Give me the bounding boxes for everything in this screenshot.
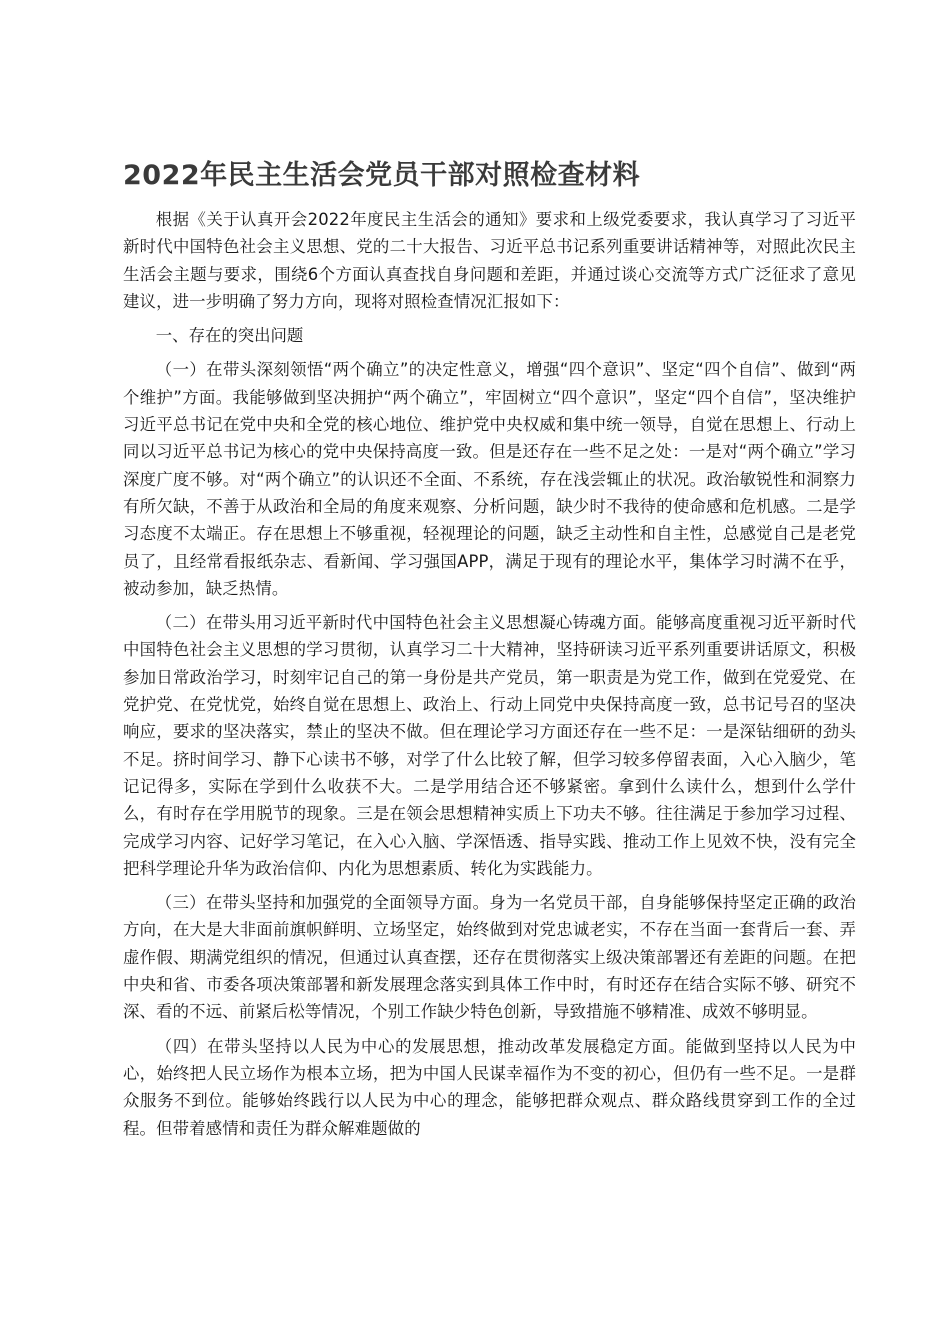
body-paragraph: （二）在带头用习近平新时代中国特色社会主义思想凝心铸魂方面。能够高度重视习近平新时代中国特色社会主义思想的学习贯彻，认真学习二十大精神，坚持研读习近平系列重要讲话原文，积极参加日常政治学习，时刻牢记自己的第一身份是共产党员，第一职责是为党工作，做到在党爱党、在党护党、在党忧党，始终自觉在思想上、政治上、行动上同党中央保持高度一致，总书记号召的坚决响应，要求的坚决落实，禁止的坚决不做。但在理论学习方面还存在一些不足：一是深钻细研的劲头不足。挤时间学习、静下心读书不够，对学了什么比较了解，但学习较多停留表面，入心入脑少，笔记记得多，实际在学到什么收获不大。二是学用结合还不够紧密。拿到什么读什么，想到什么学什么，有时存在学用脱节的现象。三是在领会思想精神实质上下功夫不够。往往满足于参加学习过程、完成学习内容、记好学习笔记，在入心入脑、学深悟透、指导实践、推动工作上见效不快，没有完全把科学理论升华为政治信仰、内化为思想素质、转化为实践能力。 (123, 613, 856, 878)
section-heading: 一、存在的突出问题 (155, 326, 304, 346)
intro-paragraph: 根据《关于认真开会2022年度民主生活会的通知》要求和上级党委要求，我认真学习了习近平新时代中国特色社会主义思想、党的二十大报告、习近平总书记系列重要讲话精神等，对照此次民主生活会主题与要求，围绕6个方面认真查找自身问题和差距，并通过谈心交流等方式广泛征求了意见建议，进一步明确了努力方向，现将对照检查情况汇报如下： (123, 210, 856, 311)
body-paragraph: （一）在带头深刻领悟“两个确立”的决定性意义，增强“四个意识”、坚定“四个自信”、做到“两个维护”方面。我能够做到坚决拥护“两个确立”，牢固树立“四个意识”，坚定“四个自信”，坚决维护习近平总书记在党中央和全党的核心地位、维护党中央权威和集中统一领导，自觉在思想上、行动上同以习近平总书记为核心的党中央保持高度一致。但是还存在一些不足之处：一是对“两个确立”学习深度广度不够。对“两个确立”的认识还不全面、不系统，存在浅尝辄止的状况。政治敏锐性和洞察力有所欠缺，不善于从政治和全局的角度来观察、分析问题，缺少时不我待的使命感和危机感。二是学习态度不太端正。存在思想上不够重视，轻视理论的问题，缺乏主动性和自主性，总感觉自己是老党员了，且经常看报纸杂志、看新闻、学习强国APP，满足于现有的理论水平，集体学习时满不在乎，被动参加，缺乏热情。 (123, 360, 856, 598)
body-paragraph: （四）在带头坚持以人民为中心的发展思想，推动改革发展稳定方面。能做到坚持以人民为中心，始终把人民立场作为根本立场，把为中国人民谋幸福作为不变的初心，但仍有一些不足。一是群众服务不到位。能够始终践行以人民为中心的理念，能够把群众观点、群众路线贯穿到工作的全过程。但带着感情和责任为群众解难题做的 (123, 1036, 856, 1138)
document-title: 2022年民主生活会党员干部对照检查材料 (123, 160, 641, 191)
document-body (123, 206, 856, 1149)
body-paragraph: （三）在带头坚持和加强党的全面领导方面。身为一名党员干部，自身能够保持坚定正确的政治方向，在大是大非面前旗帜鲜明、立场坚定，始终做到对党忠诚老实，不存在当面一套背后一套、弄虚作假、期满党组织的情况，但通过认真查摆，还存在贯彻落实上级决策部署还有差距的问题。在把中央和省、市委各项决策部署和新发展理念落实到具体工作中时，有时还存在结合实际不够、研究不深、看的不远、前紧后松等情况，个别工作缺少特色创新，导致措施不够精准、成效不够明显。 (123, 893, 856, 1022)
